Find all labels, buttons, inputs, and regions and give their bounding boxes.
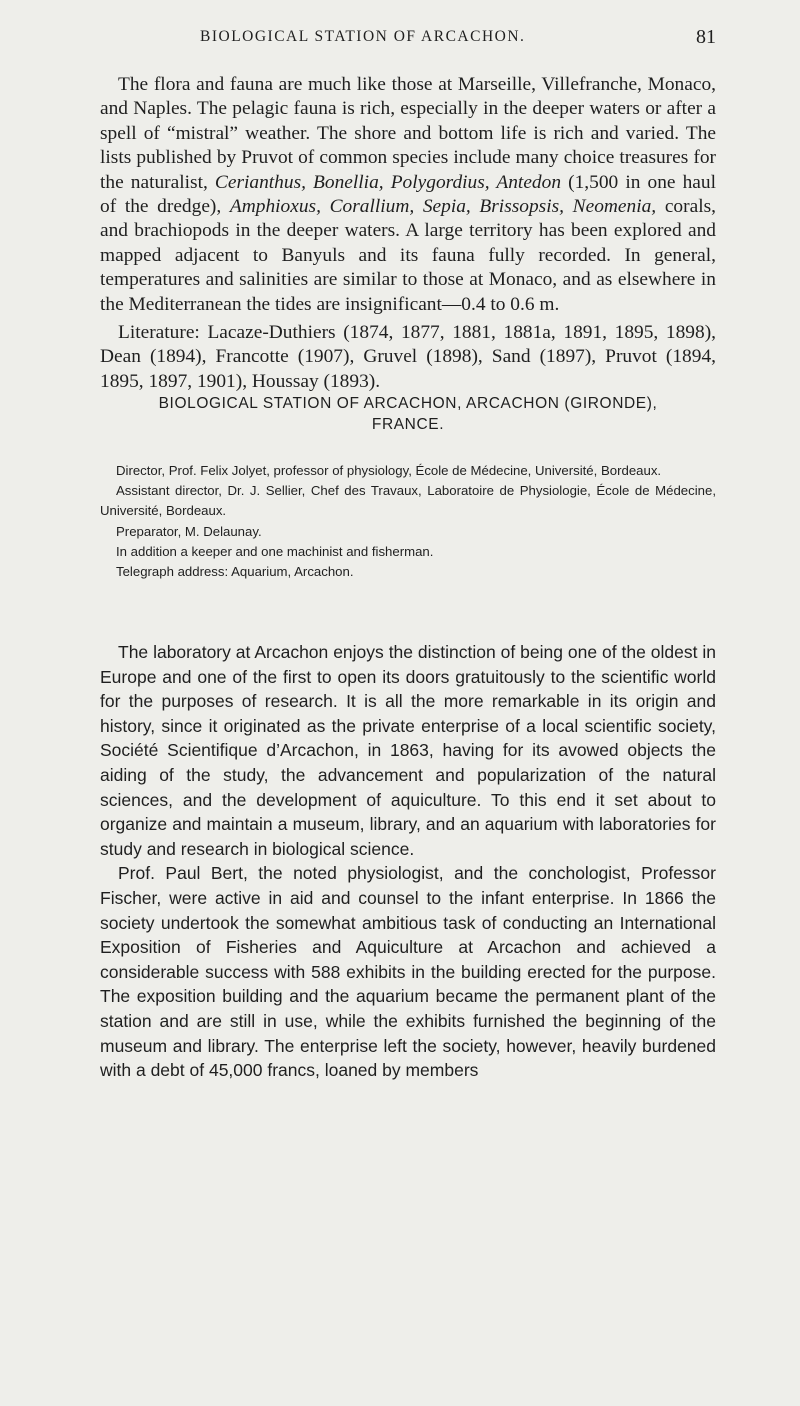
species-list-1: Cerianthus, Bonellia, Polygordius, Antedon: [214, 171, 562, 193]
running-title: BIOLOGICAL STATION OF ARCACHON.: [200, 28, 526, 45]
banyuls-flora-paragraph: [100, 73, 716, 317]
staff-keeper: In addition a keeper and one machinist and fisherman.: [116, 543, 434, 559]
species-list-2: Amphioxus, Corallium, Sepia, Brissopsis, Neomenia,: [229, 196, 657, 218]
page-number: 81: [696, 26, 716, 48]
staff-telegraph: Telegraph address: Aquarium, Arcachon.: [116, 564, 354, 580]
flora-text-start: The flora and fauna are much like those at Marseille, Villefranche, Monaco, and Naples. The pelagic fauna is rich, especially in the deeper waters or after a spell of “mistral” weather. The shore and bottom life is rich and varied. The lists published by Pruvot of common species include many choice treasures for the naturalist,: [100, 74, 716, 193]
section-heading-line-2: FRANCE.: [371, 416, 445, 433]
staff-listing: [100, 461, 716, 582]
staff-assistant-director: Assistant director, Dr. J. Sellier, Chef des Travaux, Laboratoire de Physiologie, École de Médecine, Université, Bordeaux.: [100, 483, 716, 519]
haul-note: (1,500 in one haul of the dredge),: [100, 171, 716, 218]
section-heading: [100, 393, 716, 435]
history-paragraph-2: Prof. Paul Bert, the noted physiologist, and the conchologist, Professor Fischer, were active in aid and counsel to the infant enterprise. In 1866 the society undertook the somewhat ambitious task of conducting an International Exposition of Fisheries and Aquiculture at Arcachon and achieved a considerable success with 588 exhibits in the building erected for the purpose. The exposition building and the aquarium became the permanent plant of the station and are still in use, while the exhibits furnished the beginning of the museum and library. The enterprise left the society, however, heavily burdened with a debt of 45,000 francs, loaned by members: [100, 863, 716, 1081]
staff-preparator: Preparator, M. Delaunay.: [116, 523, 262, 539]
banyuls-literature-paragraph: [100, 321, 716, 394]
staff-director: Director, Prof. Felix Jolyet, professor of physiology, École de Médecine, Université, Bordeaux.: [116, 463, 662, 478]
page-header: [0, 28, 716, 58]
literature-text: Literature: Lacaze-Duthiers (1874, 1877, 1881, 1881a, 1891, 1895, 1898), Dean (1894), Francotte (1907), Gruvel (1898), Sand (1897), Pruvot (1894, 1895, 1897, 1901), Houssay (1893).: [100, 322, 716, 392]
flora-text-end: corals, and brachiopods in the deeper waters. A large territory has been explored and mapped adjacent to Banyuls and its fauna fully recorded. In general, temperatures and salinities are similar to those at Monaco, and as elsewhere in the Mediterranean the tides are insignificant—0.4 to 0.6 m.: [100, 196, 716, 315]
main-text: [100, 640, 716, 1083]
section-heading-line-1: BIOLOGICAL STATION OF ARCACHON, ARCACHON (GIRONDE),: [158, 395, 658, 412]
history-paragraph-1: The laboratory at Arcachon enjoys the distinction of being one of the oldest in Europe and one of the first to open its doors gratuitously to the scientific world for the purposes of research. It is all the more remarkable in its origin and history, since it originated as the private enterprise of a local scientific society, Société Scientifique d’Arcachon, in 1863, having for its avowed objects the aiding of the study, the advancement and popularization of the natural sciences, and the development of aquiculture. To this end it set about to organize and maintain a museum, library, and an aquarium with laboratories for study and research in biological science.: [100, 642, 716, 859]
